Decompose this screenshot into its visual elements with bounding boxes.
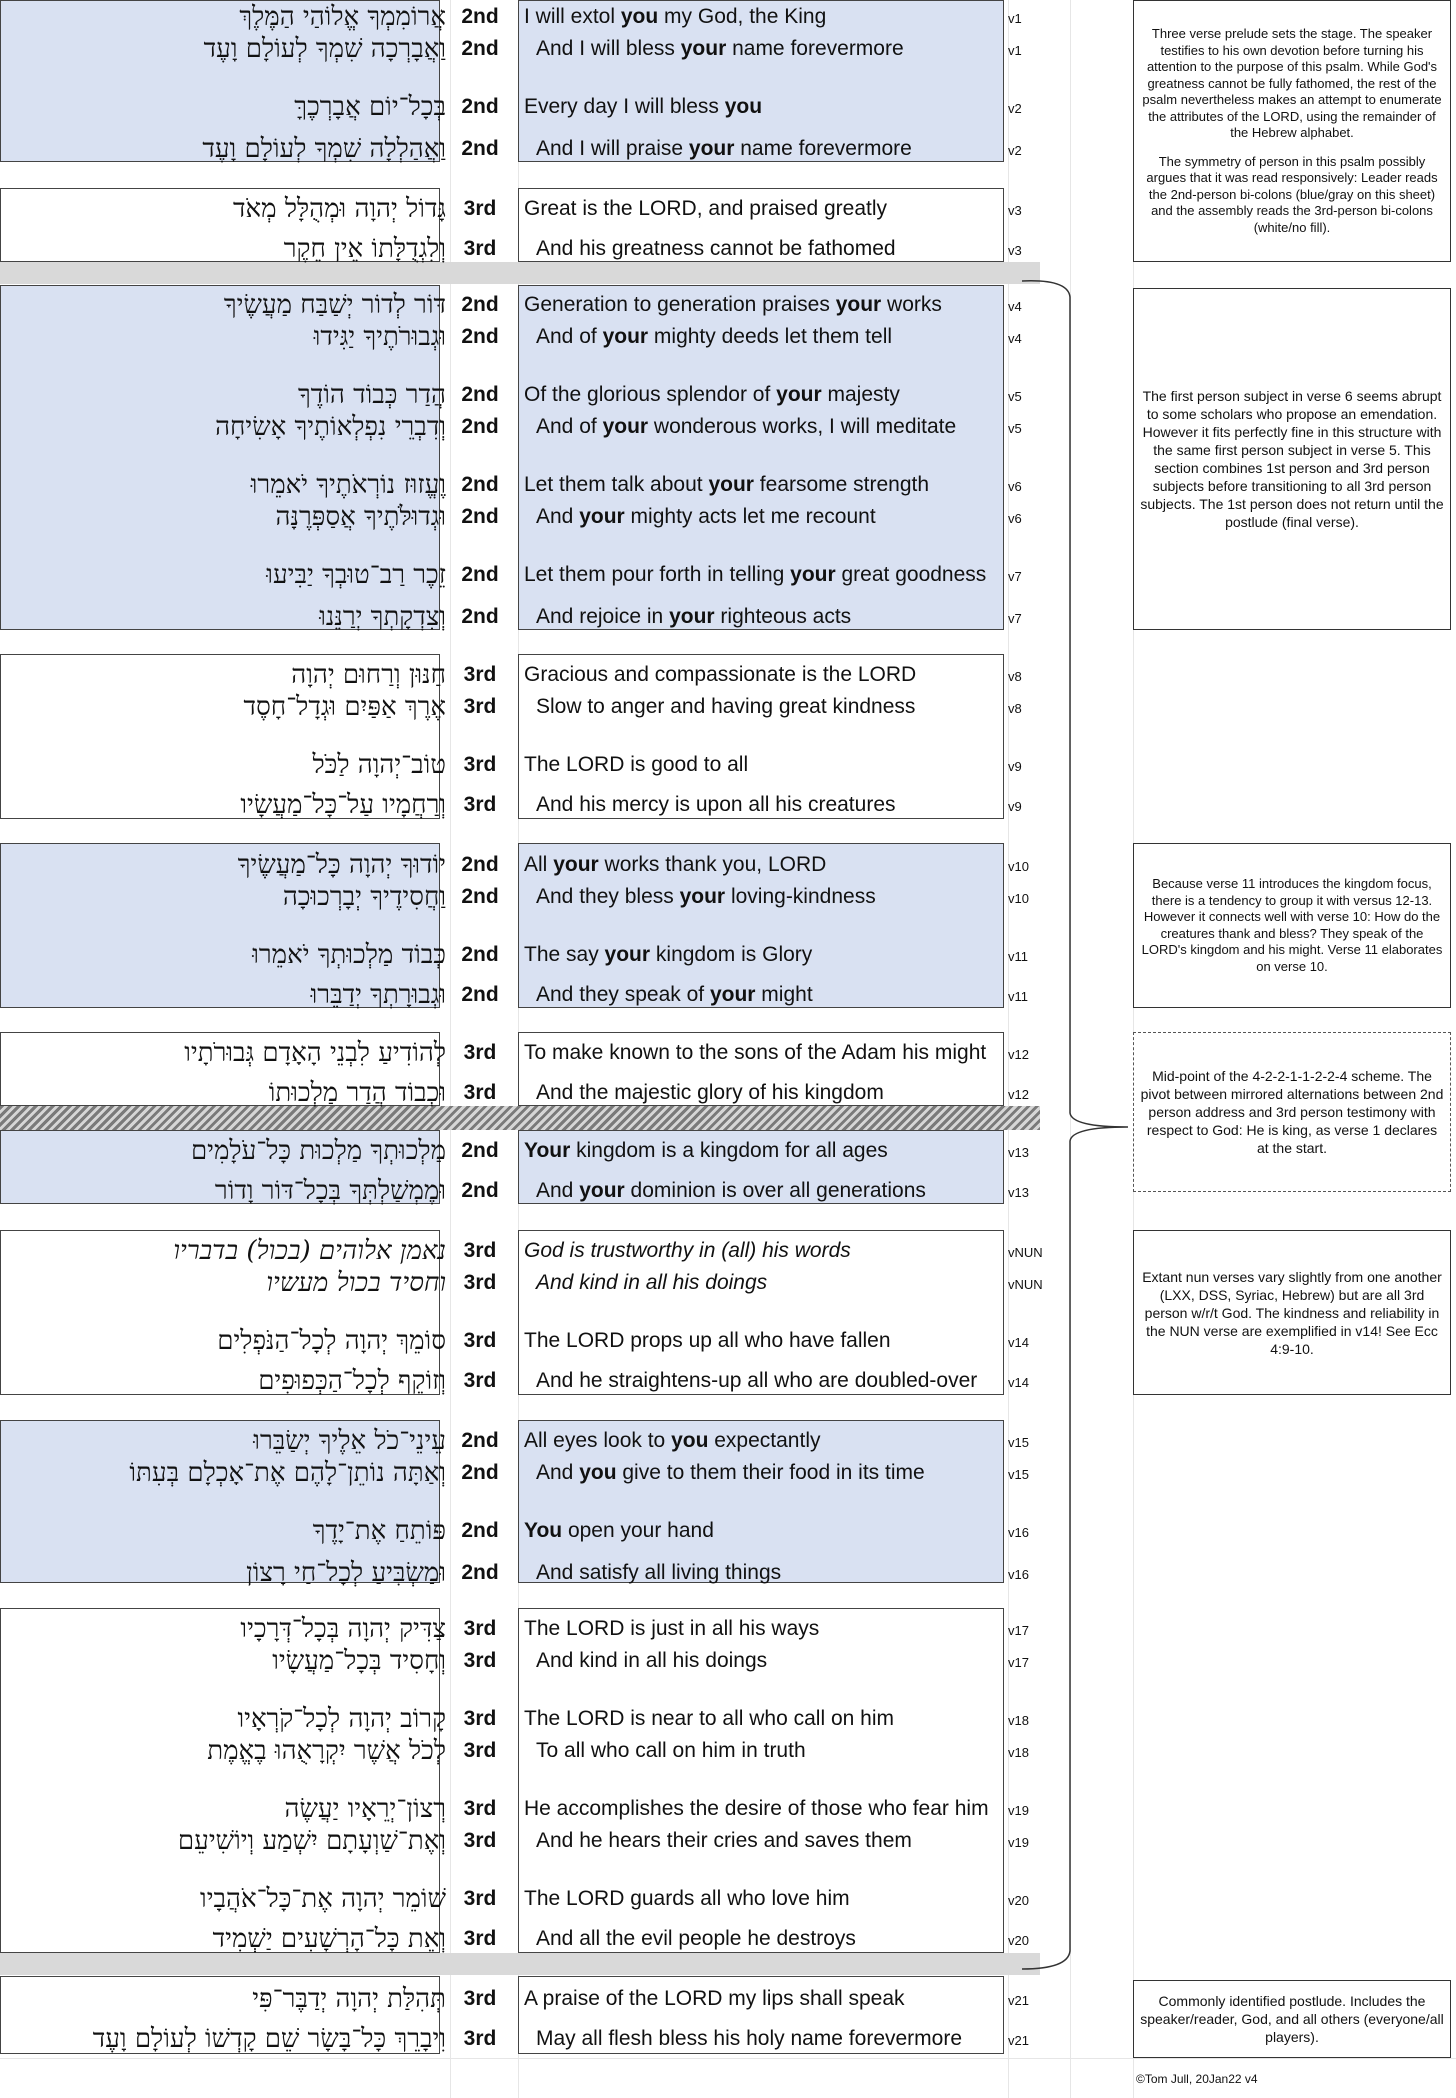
english-line: All your works thank you, LORD — [524, 853, 827, 876]
person-label: 3rd — [463, 1707, 497, 1730]
english-line: And they speak of your might — [536, 983, 813, 1006]
hebrew-line: וחסיד בכול מעשיו — [266, 1268, 446, 1298]
person-label: 3rd — [463, 663, 497, 686]
english-line: And I will praise your name forevermore — [536, 137, 912, 160]
note-kingdom: Because verse 11 introduces the kingdom focus, there is a tendency to group it with versus 12-13. However it connects well with verse 10: How do the creatures thank and bless? They speak of the LORD's kingdom and his might. Verse 11 elaborates on verse 10. — [1133, 843, 1451, 1008]
note-prelude: Three verse prelude sets the stage. The speaker testifies to his own devotion before turning his attention to the purpose of this psalm. While God's greatness cannot be fully fathomed, the rest of the psalm nevertheless makes an attempt to enumerate the attributes of the LORD, using the remainder of the Hebrew alphabet. The symmetry of person in this psalm possibly argues that it was read responsively: Leader reads the 2nd-person bi-colons (blue/gray on this sheet) and the assembly reads the 3rd-person bi-colons (white/no fill). — [1133, 0, 1451, 262]
verse-number: v9 — [1008, 799, 1022, 814]
person-label: 3rd — [463, 1927, 497, 1950]
verse-number: v4 — [1008, 299, 1022, 314]
verse-number: v14 — [1008, 1335, 1029, 1350]
english-line: Generation to generation praises your works — [524, 293, 942, 316]
hebrew-line: לְכֹל אֲשֶׁר יִקְרָאֻהוּ בֶאֱמֶת — [207, 1736, 446, 1766]
hebrew-line: וּמַשְׂבִּיעַ לְכָל־חַי רָצוֹן — [246, 1558, 446, 1588]
hebrew-line: וֶעֱזוּז נוֹרְאֹתֶיךָ יֹאמֵרוּ — [250, 470, 446, 500]
english-line: And the majestic glory of his kingdom — [536, 1081, 884, 1104]
verse-number: v15 — [1008, 1467, 1029, 1482]
english-line: And your mighty acts let me recount — [536, 505, 876, 528]
person-label: 3rd — [463, 1887, 497, 1910]
verse-number: v12 — [1008, 1047, 1029, 1062]
hebrew-line: וְאַתָּה נוֹתֵן־לָהֶם אֶת־אָכְלָם בְּעִתּוֹ — [129, 1458, 446, 1488]
english-line: May all flesh bless his holy name forevermore — [536, 2027, 963, 2050]
hebrew-line: וּכְבוֹד הֲדַר מַלְכוּתוֹ — [268, 1078, 446, 1108]
verse-number: v8 — [1008, 669, 1022, 684]
verse-number: v4 — [1008, 331, 1022, 346]
hebrew-line: וַחֲסִידֶיךָ יְבָרְכוּכָה — [282, 882, 446, 912]
english-line: And of your mighty deeds let them tell — [536, 325, 893, 348]
english-line: To make known to the sons of the Adam his might — [524, 1041, 987, 1064]
person-label: 2nd — [461, 563, 499, 586]
structure-bracket — [1010, 275, 1135, 1975]
english-line: All eyes look to you expectantly — [524, 1429, 821, 1452]
hebrew-line: וְאֶת־שַׁוְעָתָם יִשְׁמַע וְיוֹשִׁיעֵם — [177, 1826, 446, 1856]
verse-number: v19 — [1008, 1835, 1029, 1850]
verse-number: v18 — [1008, 1745, 1029, 1760]
verse-number: v18 — [1008, 1713, 1029, 1728]
english-line: And you give to them their food in its time — [536, 1461, 925, 1484]
verse-number: v6 — [1008, 479, 1022, 494]
hebrew-line: וּגְבוּרָתְךָ יְדַבֵּרוּ — [310, 980, 446, 1010]
verse-number: v11 — [1008, 989, 1028, 1004]
english-line: To all who call on him in truth — [536, 1739, 806, 1762]
note-nun: Extant nun verses vary slightly from one another (LXX, DSS, Syriac, Hebrew) but are all 3rd person w/r/t God. The kindness and reliability in the NUN verse are exemplified in v14! See Ecc 4:9-10. — [1133, 1230, 1451, 1395]
hebrew-line: וַאֲבָרְכָה שִׁמְךָ לְעוֹלָם וָעֶד — [203, 34, 446, 64]
person-label: 2nd — [461, 1179, 499, 1202]
copyright: ©Tom Jull, 20Jan22 v4 — [1136, 2072, 1258, 2086]
hebrew-line: אֲרוֹמִמְךָ אֱלוֹהַי הַמֶּלֶךְ — [239, 2, 446, 32]
verse-number: v20 — [1008, 1893, 1029, 1908]
hebrew-line: יוֹדוּךָ יְהוָה כָּל־מַעֲשֶׂיךָ — [237, 850, 446, 880]
hebrew-line: גָּדוֹל יְהוָה וּמְהֻלָּל מְאֹד — [233, 194, 446, 224]
hebrew-line: סוֹמֵךְ יְהוָה לְכָל־הַנֹּפְלִים — [217, 1326, 446, 1356]
hebrew-line: תְּהִלַּת יְהוָה יְדַבֶּר־פִּי — [252, 1984, 446, 2014]
hebrew-line: דּוֹר לְדוֹר יְשַׁבַּח מַעֲשֶׂיךָ — [223, 290, 446, 320]
english-line: The say your kingdom is Glory — [524, 943, 813, 966]
hebrew-line: וְזוֹקֵף לְכָל־הַכְּפוּפִים — [258, 1366, 446, 1396]
english-line: And I will bless your name forevermore — [536, 37, 904, 60]
hebrew-line: כְּבוֹד מַלְכוּתְךָ יֹאמֵרוּ — [252, 940, 446, 970]
verse-number: v16 — [1008, 1525, 1029, 1540]
verse-number: v17 — [1008, 1655, 1029, 1670]
verse-number: v5 — [1008, 389, 1022, 404]
english-line: The LORD is good to all — [524, 753, 749, 776]
verse-number: vNUN — [1008, 1277, 1043, 1292]
verse-number: v14 — [1008, 1375, 1029, 1390]
person-label: 2nd — [461, 137, 499, 160]
person-label: 2nd — [461, 415, 499, 438]
verse-number: v13 — [1008, 1145, 1029, 1160]
person-label: 2nd — [461, 853, 499, 876]
note-first-person: The first person subject in verse 6 seems abrupt to some scholars who propose an emendation. However it fits perfectly fine in this structure with the same first person subject in verse 5. This section combines 1st person and 3rd person subjects before transitioning to all 3rd person subjects. The 1st person does not return until the postlude (final verse). — [1133, 288, 1451, 630]
verse-number: v2 — [1008, 143, 1022, 158]
person-label: 3rd — [463, 753, 497, 776]
verse-number: v8 — [1008, 701, 1022, 716]
person-label: 3rd — [463, 1617, 497, 1640]
person-label: 3rd — [463, 1369, 497, 1392]
hebrew-line: וּגְבוּרֹתֶיךָ יַגִּידוּ — [313, 322, 446, 352]
hebrew-line: וּגְדוּלֹּתֶיךָ אֲסַפְּרֶנָּה — [275, 502, 446, 532]
hebrew-line: וּמֶמְשַׁלְתְּךָ בְּכָל־דּוֹר וָדוֹר — [214, 1176, 446, 1206]
person-label: 2nd — [461, 5, 499, 28]
person-label: 2nd — [461, 885, 499, 908]
verse-number: v15 — [1008, 1435, 1029, 1450]
verse-number: v20 — [1008, 1933, 1029, 1948]
verse-number: v16 — [1008, 1567, 1029, 1582]
english-line: God is trustworthy in (all) his words — [524, 1239, 851, 1262]
verse-number: v3 — [1008, 243, 1022, 258]
english-line: Slow to anger and having great kindness — [536, 695, 916, 718]
english-line: Great is the LORD, and praised greatly — [524, 197, 888, 220]
person-label: 2nd — [461, 1429, 499, 1452]
english-line: Let them talk about your fearsome strength — [524, 473, 930, 496]
person-label: 2nd — [461, 1561, 499, 1584]
hebrew-line: טוֹב־יְהוָה לַכֹּל — [312, 750, 446, 780]
hebrew-line: שׁוֹמֵר יְהוָה אֶת־כָּל־אֹהֲבָיו — [200, 1884, 446, 1914]
person-label: 3rd — [463, 793, 497, 816]
hebrew-line: נאמן אלוהים (בכול) בדבריו — [173, 1236, 446, 1266]
english-line: And kind in all his doings — [536, 1271, 768, 1294]
english-line: Let them pour forth in telling your great goodness — [524, 563, 987, 586]
person-label: 2nd — [461, 473, 499, 496]
english-line: You open your hand — [524, 1519, 714, 1542]
hebrew-line: וְצִדְקָתְךָ יְרַנֵּנוּ — [319, 602, 446, 632]
person-label: 3rd — [463, 1987, 497, 2010]
english-line: I will extol you my God, the King — [524, 5, 827, 28]
english-line: The LORD guards all who love him — [524, 1887, 850, 1910]
verse-number: v3 — [1008, 203, 1022, 218]
hebrew-line: מַלְכוּתְךָ מַלְכוּת כָּל־עֹלָמִים — [190, 1136, 446, 1166]
hebrew-line: קָרוֹב יְהוָה לְכָל־קֹרְאָיו — [237, 1704, 446, 1734]
english-line: And of your wonderous works, I will meditate — [536, 415, 957, 438]
english-line: The LORD is near to all who call on him — [524, 1707, 894, 1730]
verse-number: v13 — [1008, 1185, 1029, 1200]
person-label: 2nd — [461, 293, 499, 316]
person-label: 2nd — [461, 95, 499, 118]
verse-number: vNUN — [1008, 1245, 1043, 1260]
verse-number: v10 — [1008, 891, 1029, 906]
verse-number: v6 — [1008, 511, 1022, 526]
verse-number: v2 — [1008, 101, 1022, 116]
person-label: 2nd — [461, 505, 499, 528]
person-label: 3rd — [463, 1081, 497, 1104]
person-label: 3rd — [463, 2027, 497, 2050]
person-label: 2nd — [461, 943, 499, 966]
separator-bar — [0, 262, 1040, 284]
person-label: 2nd — [461, 325, 499, 348]
english-line: And he hears their cries and saves them — [536, 1829, 912, 1852]
hebrew-line: חַנּוּן וְרַחוּם יְהוָה — [291, 660, 446, 690]
person-label: 3rd — [463, 1829, 497, 1852]
english-line: A praise of the LORD my lips shall speak — [524, 1987, 905, 2010]
english-line: Gracious and compassionate is the LORD — [524, 663, 917, 686]
hebrew-line: רְצוֹן־יְרֵאָיו יַעֲשֶׂה — [284, 1794, 446, 1824]
verse-number: v19 — [1008, 1803, 1029, 1818]
verse-number: v11 — [1008, 949, 1028, 964]
person-label: 2nd — [461, 383, 499, 406]
english-line: And he straightens-up all who are doubled-over — [536, 1369, 978, 1392]
hebrew-line: וְאֵת כָּל־הָרְשָׁעִים יַשְׁמִיד — [212, 1924, 446, 1954]
hebrew-line: וִיבָרֵךְ כָּל־בָּשָׂר שֵׁם קָדְשׁוֹ לְעוֹלָם וָעֶד — [92, 2024, 446, 2054]
hebrew-line: אֶרֶךְ אַפַּיִם וּגְדָל־חָסֶד — [243, 692, 446, 722]
hebrew-line: עֵינֵי־כֹל אֵלֶיךָ יְשַׂבֵּרוּ — [253, 1426, 446, 1456]
verse-number: v7 — [1008, 569, 1022, 584]
hebrew-line: בְּכָל־יוֹם אֲבָרְכֶךָּ — [294, 92, 446, 122]
english-line: And they bless your loving-kindness — [536, 885, 876, 908]
hebrew-line: וְדִבְרֵי נִפְלְאוֹתֶיךָ אָשִׂיחָה — [215, 412, 446, 442]
hebrew-line: הֲדַר כְּבוֹד הוֹדֶךָ — [297, 380, 446, 410]
person-label: 3rd — [463, 237, 497, 260]
person-label: 3rd — [463, 1739, 497, 1762]
english-line: The LORD is just in all his ways — [524, 1617, 820, 1640]
person-label: 3rd — [463, 695, 497, 718]
verse-number: v9 — [1008, 759, 1022, 774]
verse-number: v12 — [1008, 1087, 1029, 1102]
hebrew-line: וְחָסִיד בְּכָל־מַעֲשָׂיו — [272, 1646, 446, 1676]
english-line: Your kingdom is a kingdom for all ages — [524, 1139, 888, 1162]
verse-number: v21 — [1008, 2033, 1029, 2048]
person-label: 3rd — [463, 1041, 497, 1064]
english-line: And rejoice in your righteous acts — [536, 605, 852, 628]
english-line: And your dominion is over all generations — [536, 1179, 926, 1202]
hebrew-line: וְלִגְדֻלָּתוֹ אֵין חֵקֶר — [283, 234, 446, 264]
verse-number: v1 — [1008, 43, 1022, 58]
person-label: 2nd — [461, 983, 499, 1006]
person-label: 2nd — [461, 1519, 499, 1542]
hebrew-line: וְרַחֲמָיו עַל־כָּל־מַעֲשָׂיו — [240, 790, 446, 820]
note-midpoint: Mid-point of the 4-2-2-1-1-2-2-4 scheme. The pivot between mirrored alternations between 2nd person address and 3rd person testimony with respect to God: He is king, as verse 1 declares at the start. — [1133, 1032, 1451, 1192]
verse-number: v7 — [1008, 611, 1022, 626]
person-label: 2nd — [461, 605, 499, 628]
person-label: 3rd — [463, 1239, 497, 1262]
verse-number: v1 — [1008, 11, 1022, 26]
verse-number: v5 — [1008, 421, 1022, 436]
hebrew-line: פּוֹתֵחַ אֶת־יָדֶךָ — [312, 1516, 446, 1546]
english-line: Every day I will bless you — [524, 95, 763, 118]
hebrew-line: צַדִּיק יְהוָה בְּכָל־דְּרָכָיו — [240, 1614, 446, 1644]
person-label: 3rd — [463, 1329, 497, 1352]
hebrew-line: וַאֲהַלְלָה שִׁמְךָ לְעוֹלָם וָעֶד — [202, 134, 446, 164]
hebrew-line: לְהוֹדִיעַ לִבְנֵי הָאָדָם גְּבוּרֹתָיו — [184, 1038, 446, 1068]
note-postlude: Commonly identified postlude. Includes the speaker/reader, God, and all others (everyone/all players). — [1133, 1980, 1451, 2058]
person-label: 2nd — [461, 1139, 499, 1162]
person-label: 3rd — [463, 1271, 497, 1294]
english-line: And his greatness cannot be fathomed — [536, 237, 896, 260]
english-line: And his mercy is upon all his creatures — [536, 793, 896, 816]
person-label: 2nd — [461, 1461, 499, 1484]
english-line: Of the glorious splendor of your majesty — [524, 383, 900, 406]
english-line: The LORD props up all who have fallen — [524, 1329, 891, 1352]
english-line: And all the evil people he destroys — [536, 1927, 856, 1950]
person-label: 3rd — [463, 1797, 497, 1820]
person-label: 2nd — [461, 37, 499, 60]
midpoint-hatch — [0, 1106, 1040, 1130]
english-line: And satisfy all living things — [536, 1561, 782, 1584]
hebrew-line: זֵכֶר רַב־טוּבְךָ יַבִּיעוּ — [266, 560, 446, 590]
verse-number: v10 — [1008, 859, 1029, 874]
person-label: 3rd — [463, 197, 497, 220]
english-line: He accomplishes the desire of those who fear him — [524, 1797, 989, 1820]
english-line: And kind in all his doings — [536, 1649, 768, 1672]
verse-number: v21 — [1008, 1993, 1029, 2008]
person-label: 3rd — [463, 1649, 497, 1672]
verse-number: v17 — [1008, 1623, 1029, 1638]
